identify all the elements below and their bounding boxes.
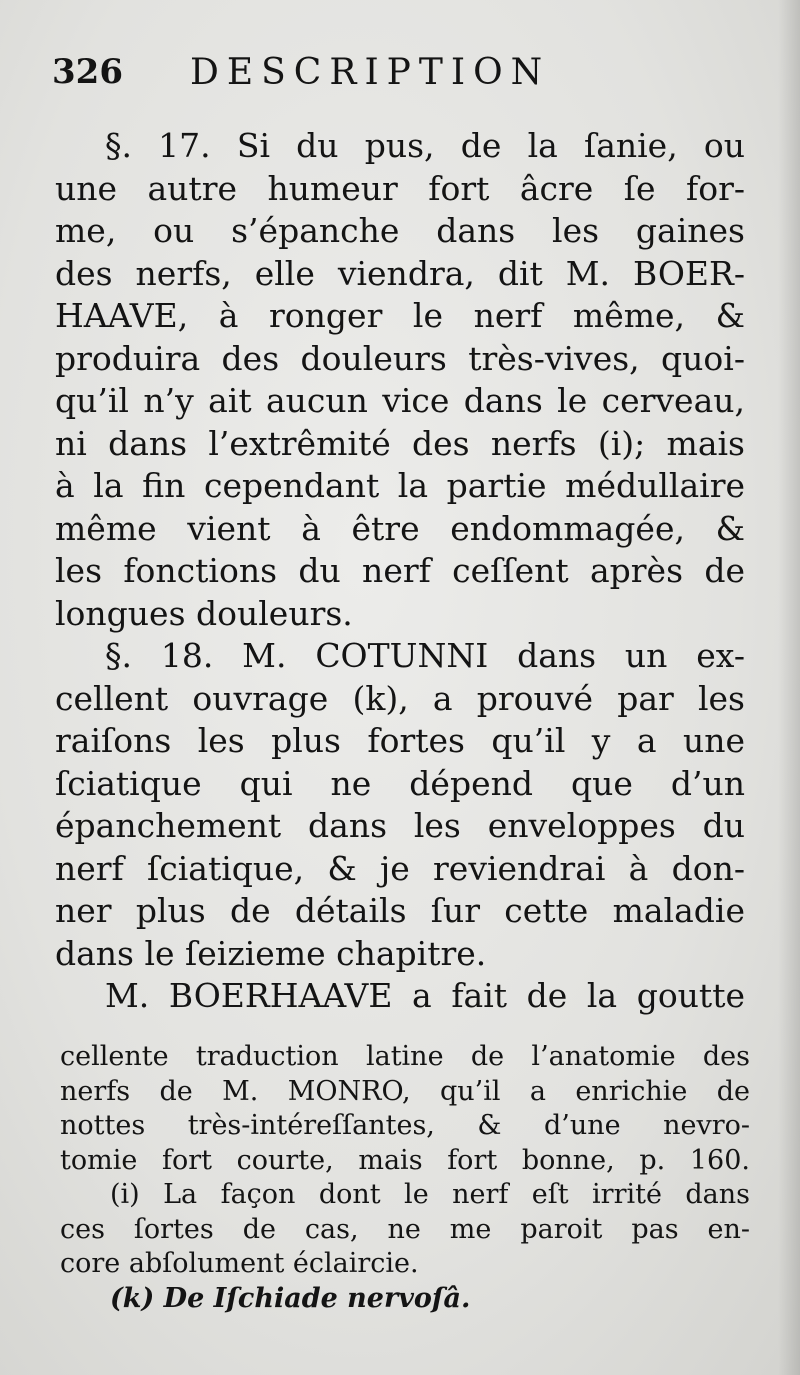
page-number: 326	[52, 52, 123, 92]
body-line: les fonctions du nerf ceſſent après de	[55, 551, 745, 590]
body-line: §. 17. Si du pus, de la ſanie, ou	[105, 126, 745, 165]
body-line: cellent ouvrage (k), a prouvé par les	[55, 678, 745, 718]
body-line: raiſons les plus fortes qu’il y a une	[55, 721, 745, 760]
body-line: longues douleurs.	[55, 593, 353, 633]
footnote-line: tomie fort courte, mais fort bonne, p. 160.	[60, 1144, 750, 1176]
body-line: épanchement dans les enveloppes du	[55, 806, 745, 845]
page-edge-shadow	[778, 0, 800, 1375]
body-line: produira des douleurs très-vives, quoi-	[55, 338, 745, 378]
footnote-line: cellente traduction latine de l’anatomie des	[60, 1041, 750, 1072]
footnote-line: ces ſortes de cas, ne me paroit pas en-	[60, 1213, 750, 1245]
running-title: DESCRIPTION	[190, 52, 551, 93]
footnote-line: (k) De Iſchiade nervoſâ.	[110, 1282, 471, 1314]
body-line: me, ou s’épanche dans les gaines	[55, 211, 745, 250]
body-line: ſciatique qui ne dépend que d’un	[55, 763, 745, 803]
body-line: nerf ſciatique, & je reviendrai à don-	[55, 848, 745, 888]
footnotes	[60, 1040, 750, 1316]
body-line: même vient à être endommagée, &	[55, 508, 745, 548]
body-line: HAAVE, à ronger le nerf même, &	[55, 296, 745, 335]
footnote-line: (i) La façon dont le nerf eſt irrité dans	[110, 1179, 750, 1210]
body-line: une autre humeur fort âcre ſe for-	[55, 168, 745, 208]
body-line: dans le ſeizieme chapitre.	[55, 933, 487, 973]
body-line: §. 18. M. COTUNNI dans un ex-	[105, 636, 745, 675]
body-text	[55, 125, 745, 1018]
body-line: des nerfs, elle viendra, dit M. BOER-	[55, 253, 745, 293]
footnote-line: nottes très-intéreſſantes, & d’une nevro-	[60, 1110, 750, 1141]
body-line: ner plus de détails ſur cette maladie	[55, 891, 745, 930]
body-line: M. BOERHAAVE a fait de la goutte	[105, 976, 745, 1015]
body-line: à la fin cependant la partie médullaire	[55, 466, 745, 505]
footnote-line: nerfs de M. MONRO, qu’il a enrichie de	[60, 1075, 750, 1107]
footnote-line: core abſolument éclaircie.	[60, 1248, 419, 1279]
page-header	[50, 52, 750, 102]
body-line: qu’il n’y ait aucun vice dans le cerveau,	[55, 381, 745, 420]
body-line: ni dans l’extrêmité des nerfs (i); mais	[55, 423, 745, 463]
